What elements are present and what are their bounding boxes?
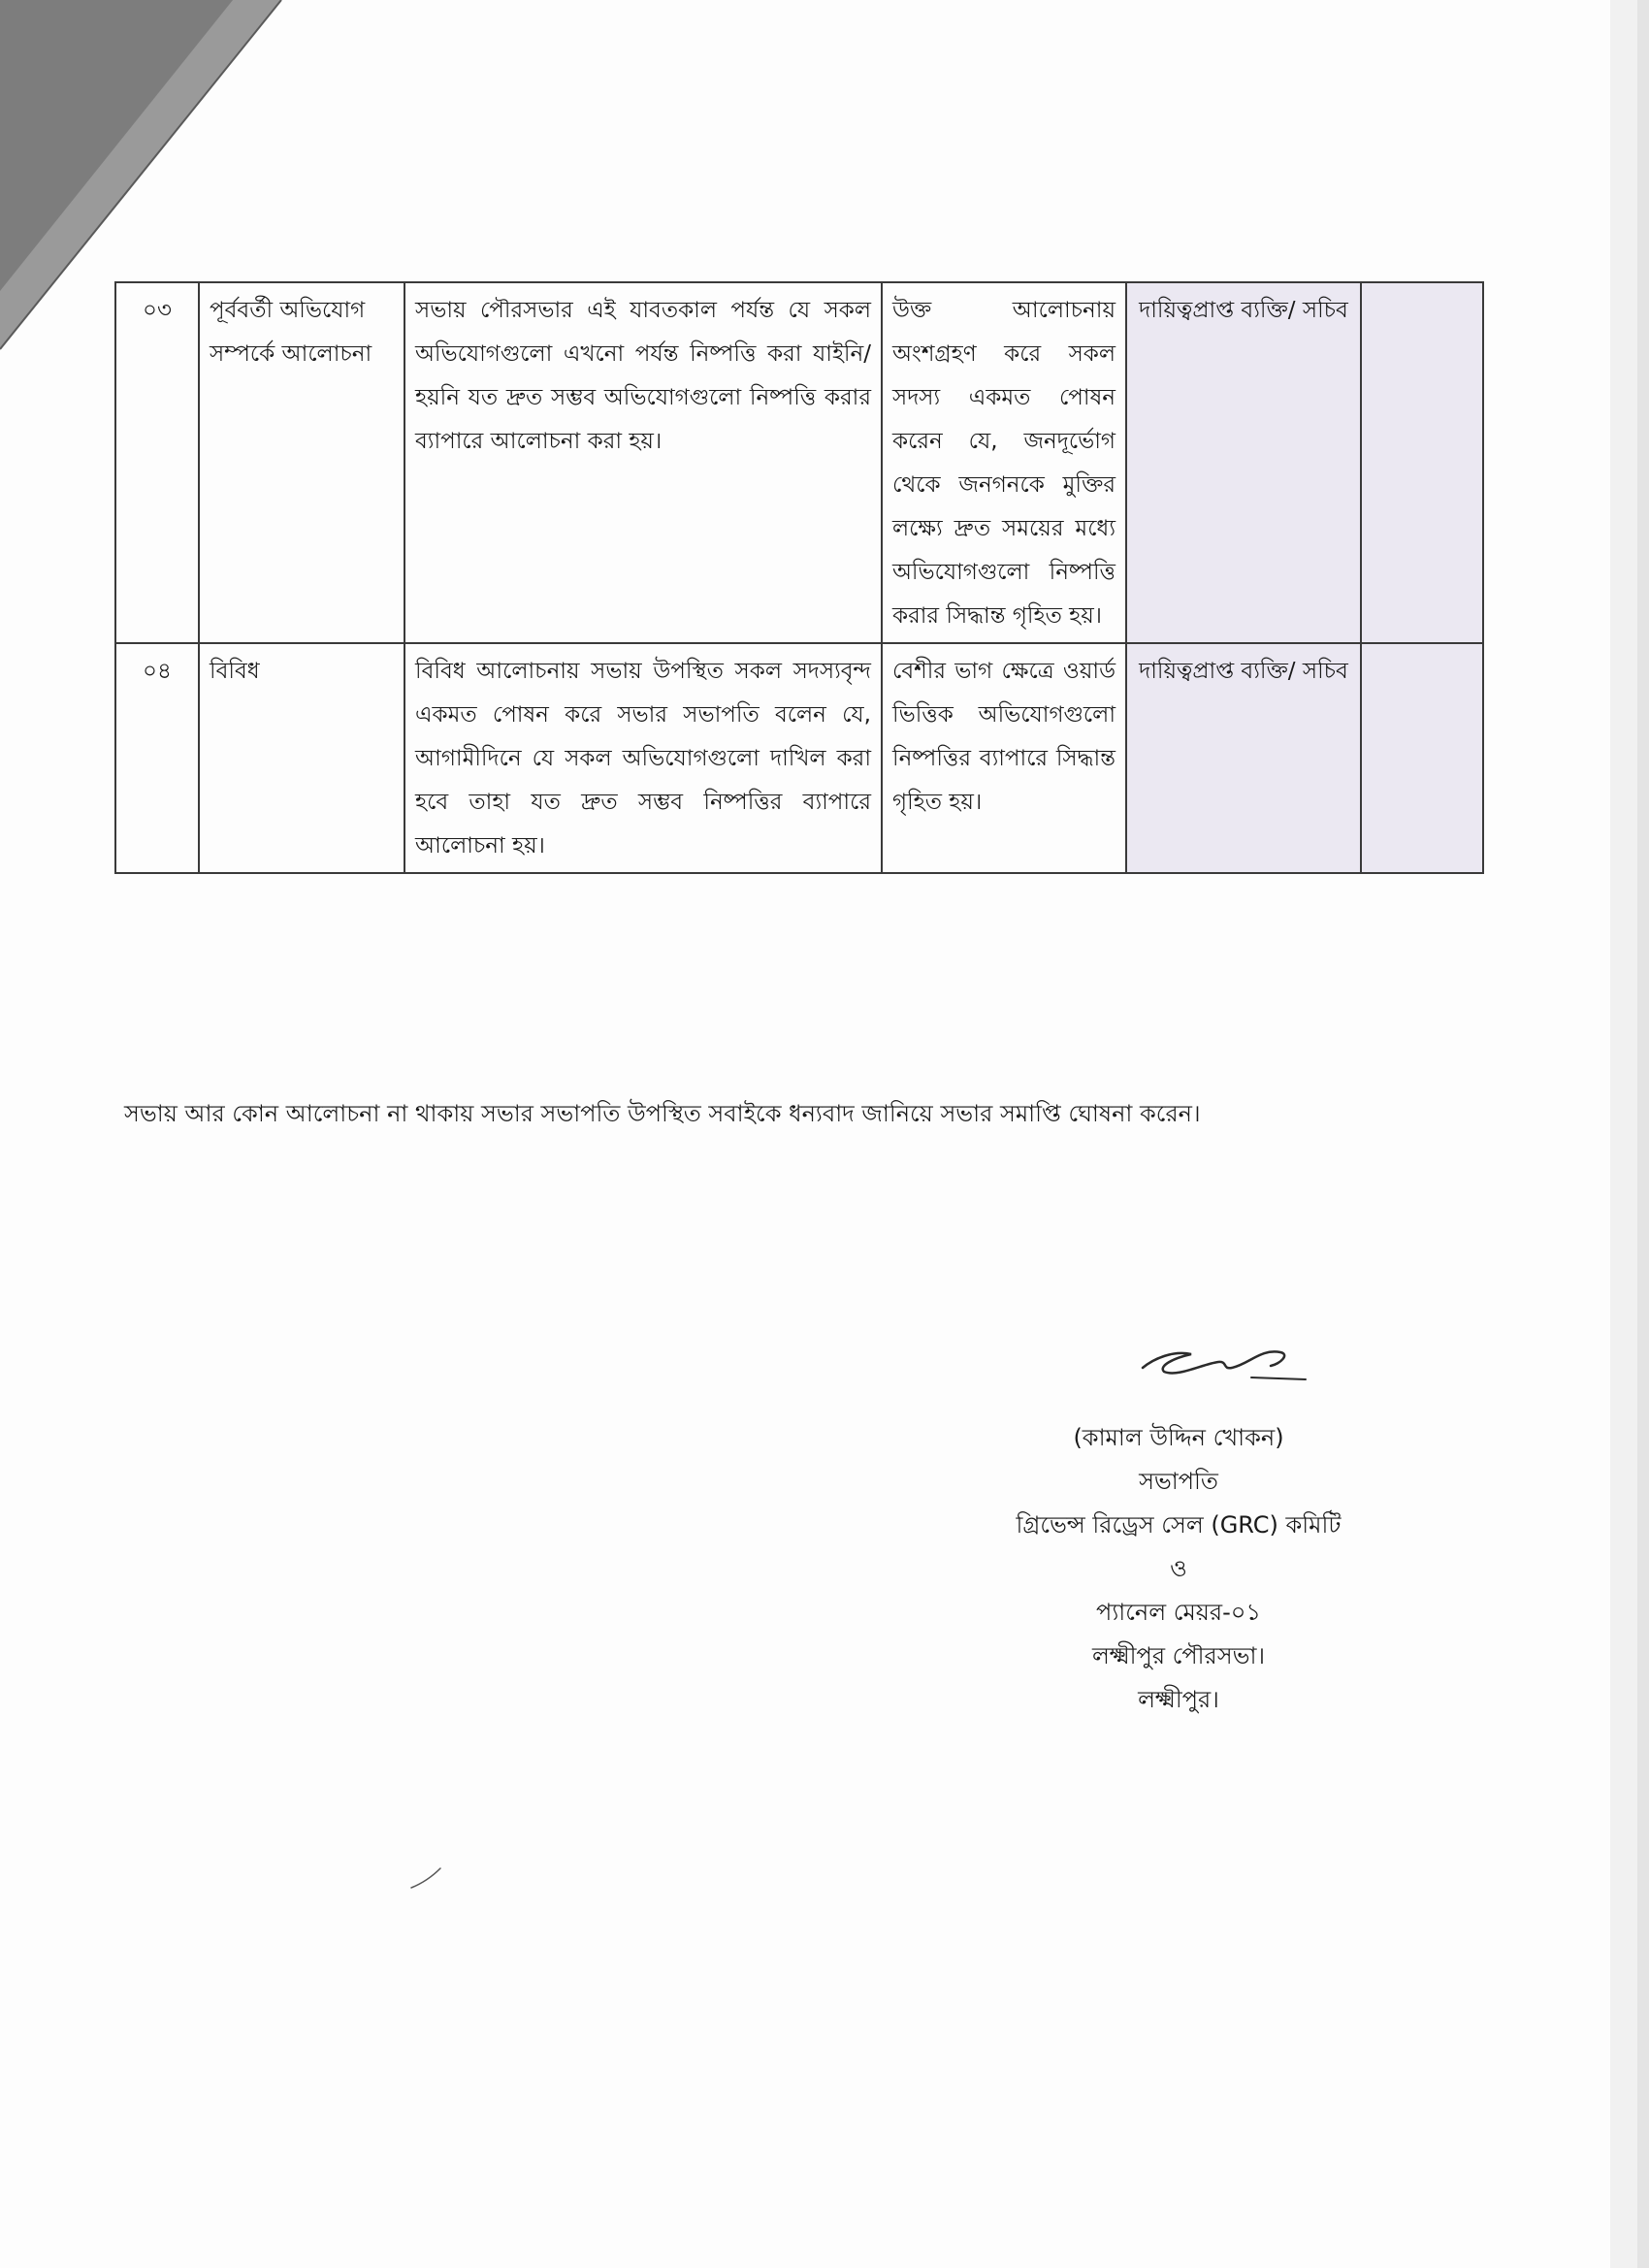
- signatory-name: (কামাল উদ্দিন খোকন): [1073, 1424, 1284, 1451]
- signature-scribble: [1135, 1329, 1310, 1387]
- table-row: [115, 282, 1483, 643]
- serial-cell: ০৪: [115, 643, 199, 873]
- signatory-conjunction: ও: [1170, 1555, 1187, 1582]
- signatory-location: লক্ষ্মীপুর।: [1138, 1686, 1219, 1713]
- responsible-cell: দায়িত্বপ্রাপ্ত ব্যক্তি/ সচিব: [1126, 282, 1361, 643]
- topic-cell: পূর্ববর্তী অভিযোগ সম্পর্কে আলোচনা: [199, 282, 404, 643]
- extra-cell: [1361, 643, 1483, 873]
- signatory-role: সভাপতি: [1139, 1468, 1218, 1495]
- decision-cell: উক্ত আলোচনায় অংশগ্রহণ করে সকল সদস্য একমত পোষন করেন যে, জনদূর্ভোগ থেকে জনগনকে মুক্তির লক্ষ্যে দ্রুত সময়ের মধ্যে অভিযোগগুলো নিষ্পত্তি করার সিদ্ধান্ত গৃহিত হয়।: [882, 282, 1126, 643]
- signatory-committee: গ্রিভেন্স রিড্রেস সেল (GRC) কমিটি: [1016, 1511, 1342, 1539]
- extra-cell: [1361, 282, 1483, 643]
- discussion-cell: বিবিধ আলোচনায় সভায় উপস্থিত সকল সদস্যবৃন্দ একমত পোষন করে সভার সভাপতি বলেন যে, আগামীদিনে যে সকল অভিযোগগুলো দাখিল করা হবে তাহা যত দ্রুত সম্ভব নিষ্পত্তির ব্যাপারে আলোচনা হয়।: [404, 643, 882, 873]
- topic-cell: বিবিধ: [199, 643, 404, 873]
- minutes-table: [114, 281, 1484, 874]
- responsible-cell: দায়িত্বপ্রাপ্ত ব্যক্তি/ সচিব: [1126, 643, 1361, 873]
- decision-cell: বেশীর ভাগ ক্ষেত্রে ওয়ার্ড ভিত্তিক অভিযোগগুলো নিষ্পত্তির ব্যাপারে সিদ্ধান্ত গৃহিত হয়।: [882, 643, 1126, 873]
- discussion-cell: সভায় পৌরসভার এই যাবতকাল পর্যন্ত যে সকল অভিযোগগুলো এখনো পর্যন্ত নিষ্পত্তি করা যাইনি/হয়নি যত দ্রুত সম্ভব অভিযোগগুলো নিষ্পত্তি করার ব্যাপারে আলোচনা করা হয়।: [404, 282, 882, 643]
- table-row: [115, 643, 1483, 873]
- closing-statement: সভায় আর কোন আলোচনা না থাকায় সভার সভাপতি উপস্থিত সবাইকে ধন্যবাদ জানিয়ে সভার সমাপ্তি ঘোষনা করেন।: [124, 1100, 1201, 1127]
- stray-pen-mark: [407, 1863, 446, 1892]
- serial-cell: ০৩: [115, 282, 199, 643]
- signature-block: [951, 1416, 1406, 1722]
- signatory-position: প্যানেল মেয়র-০১: [1096, 1599, 1261, 1626]
- signatory-organization: লক্ষ্মীপুর পৌরসভা।: [1091, 1642, 1266, 1669]
